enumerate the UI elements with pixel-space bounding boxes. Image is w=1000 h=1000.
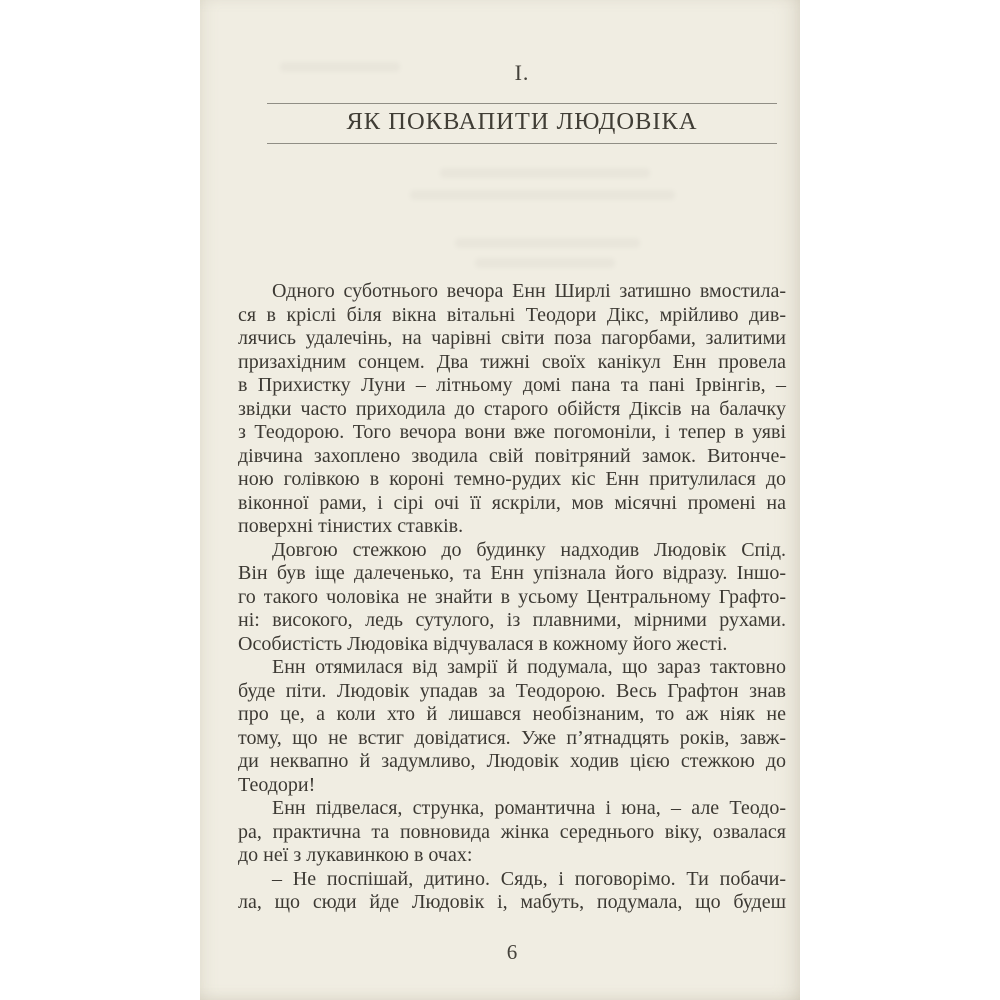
body-line: – Не поспішай, дитино. Сядь, і поговорімо. Ти побачи- <box>272 867 786 890</box>
body-line: звідки часто приходила до старого обійстя Діксів на балачку <box>238 397 786 420</box>
chapter-divider-bottom <box>267 143 777 144</box>
body-text <box>238 280 786 915</box>
body-line: Він був іще далеченько, та Енн упізнала його відразу. Іншо- <box>238 562 786 584</box>
scan-artifact <box>475 258 615 268</box>
chapter-divider-top <box>267 103 777 104</box>
body-line: до неї з лукавинкою в очах: <box>238 844 473 866</box>
body-line: в Прихистку Луни – літньому домі пана та пані Ірвінгів, – <box>238 374 786 396</box>
body-line: з Теодорою. Того вечора вони вже погомоніли, і тепер в уяві <box>238 421 786 443</box>
chapter-title: ЯК ПОКВАПИТИ ЛЮДОВІКА <box>346 108 698 135</box>
body-line: Теодори! <box>238 773 316 796</box>
body-line: ра, практична та повновида жінка середнього віку, озвалася <box>238 820 786 843</box>
body-line: віконної рами, і сірі очі її яскріли, мов місячні промені на <box>238 491 786 514</box>
body-line: Особистість Людовіка відчувалася в кожному його жесті. <box>238 632 728 655</box>
body-line: Енн підвелася, струнка, романтична і юна, – але Теодо- <box>272 797 786 819</box>
body-line: Одного суботнього вечора Енн Ширлі затишно вмостила- <box>272 280 786 302</box>
body-line: дівчина захоплено зводила свій повітряний замок. Витонче- <box>238 444 786 467</box>
body-line: про це, а коли хто й лишався необізнаним, то аж ніяк не <box>238 703 786 725</box>
scan-artifact <box>440 168 650 178</box>
page <box>200 0 800 1000</box>
body-line: призахідним сонцем. Два тижні своїх канікул Енн провела <box>238 350 786 373</box>
body-line: ся в кріслі біля вікна вітальні Теодори Дікс, мрійливо див- <box>238 303 786 326</box>
body-line: ною голівкою в короні темно-рудих кіс Енн притулилася до <box>238 468 786 490</box>
scan-artifact <box>410 190 675 200</box>
body-line: ди неквапно й задумливо, Людовік ходив цією стежкою до <box>238 750 786 772</box>
body-line: тому, що не встиг довідатися. Уже п’ятнадцять років, завж- <box>238 726 786 749</box>
body-line: ла, що сюди йде Людовік і, мабуть, подумала, що будеш <box>238 891 786 913</box>
body-line: лячись удалечінь, на чарівні світи поза пагорбами, залитими <box>238 327 786 349</box>
body-line: поверхні тінистих ставків. <box>238 515 464 537</box>
body-line: го такого чоловіка не знайти в усьому Центральному Графто- <box>238 585 786 608</box>
body-line: ні: високого, ледь сутулого, із плавними, мірними рухами. <box>238 609 786 631</box>
body-line: Довгою стежкою до будинку надходив Людовік Спід. <box>272 538 786 561</box>
body-line: Енн отямилася від замрії й подумала, що зараз тактовно <box>272 656 786 678</box>
body-line: буде піти. Людовік упадав за Теодорою. Весь Графтон знав <box>238 679 786 702</box>
scan-artifact <box>455 238 640 248</box>
page-number: 6 <box>506 940 518 964</box>
chapter-number: I. <box>514 60 530 85</box>
